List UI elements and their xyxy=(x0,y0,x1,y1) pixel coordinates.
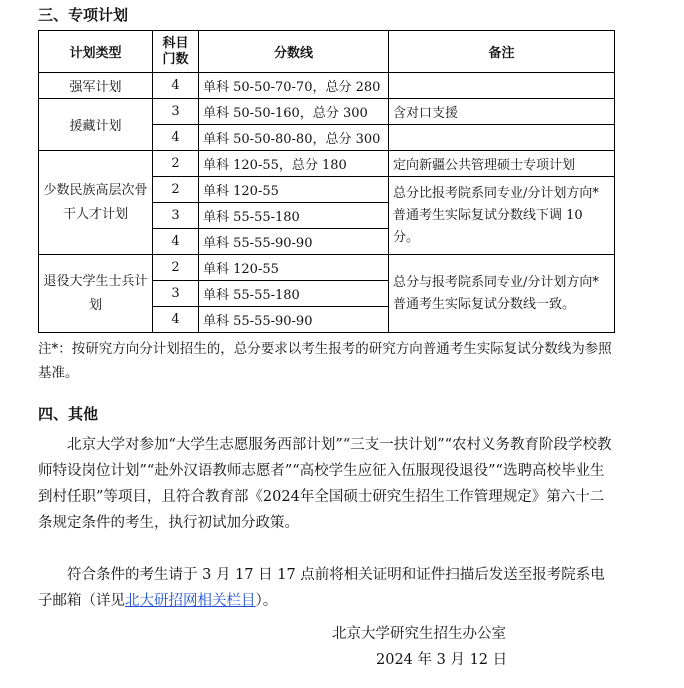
table-row xyxy=(39,99,615,125)
table-row xyxy=(39,255,615,281)
plan-type-cell: 少数民族高层次骨干人才计划 xyxy=(39,151,153,255)
remark-cell: 总分比报考院系同专业/分计划方向*普通考生实际复试分数线下调 10 分。 xyxy=(389,177,615,255)
subject-count-cell: 3 xyxy=(153,203,199,229)
admissions-site-link[interactable]: 北大研招网相关栏目 xyxy=(125,593,256,609)
col-header-remark: 备注 xyxy=(389,31,615,73)
submission-text: 符合条件的考生请于 3 月 17 日 17 点前将相关证明和证件扫描后发送至报考院系电子邮箱（详见 xyxy=(38,567,605,609)
col-header-plan-type: 计划类型 xyxy=(39,31,153,73)
signature-date: 2024 年 3 月 12 日 xyxy=(376,652,508,668)
remark-cell: 总分与报考院系同专业/分计划方向*普通考生实际复试分数线一致。 xyxy=(389,255,615,333)
section-4-title: 四、其他 xyxy=(38,405,99,423)
subject-count-cell: 2 xyxy=(153,151,199,177)
subject-count-cell: 4 xyxy=(153,73,199,99)
plan-type-cell: 强军计划 xyxy=(39,73,153,99)
score-cell: 单科 120-55 xyxy=(199,255,389,281)
subject-count-cell: 4 xyxy=(153,229,199,255)
section-3-title: 三、专项计划 xyxy=(38,6,129,24)
remark-cell: 含对口支援 xyxy=(389,99,615,125)
score-cell: 单科 55-55-90-90 xyxy=(199,307,389,333)
score-cell: 单科 55-55-180 xyxy=(199,281,389,307)
table-row xyxy=(39,73,615,99)
score-cell: 单科 50-50-70-70，总分 280 xyxy=(199,73,389,99)
remark-cell: 定向新疆公共管理硕士专项计划 xyxy=(389,151,615,177)
subject-count-cell: 3 xyxy=(153,99,199,125)
plan-type-cell: 退役大学生士兵计划 xyxy=(39,255,153,333)
subject-count-cell: 2 xyxy=(153,255,199,281)
score-cell: 单科 55-55-90-90 xyxy=(199,229,389,255)
remark-cell xyxy=(389,125,615,151)
col-header-subject-count: 科目 门数 xyxy=(153,31,199,73)
table-row xyxy=(39,151,615,177)
score-cell: 单科 50-50-160，总分 300 xyxy=(199,99,389,125)
subject-count-cell: 4 xyxy=(153,307,199,333)
subject-count-cell: 4 xyxy=(153,125,199,151)
col-header-score-line: 分数线 xyxy=(199,31,389,73)
table-footnote: 注*：按研究方向分计划招生的，总分要求以考生报考的研究方向普通考生实际复试分数线为参照基准。 xyxy=(38,341,612,381)
submission-text-end: ）。 xyxy=(255,593,278,609)
subject-count-cell: 3 xyxy=(153,281,199,307)
score-cell: 单科 50-50-80-80，总分 300 xyxy=(199,125,389,151)
special-plan-table xyxy=(38,30,615,333)
submission-paragraph xyxy=(38,562,618,614)
score-cell: 单科 55-55-180 xyxy=(199,203,389,229)
score-cell: 单科 120-55，总分 180 xyxy=(199,151,389,177)
signature-organization: 北京大学研究生招生办公室 xyxy=(332,626,506,642)
remark-cell xyxy=(389,73,615,99)
subject-count-cell: 2 xyxy=(153,177,199,203)
score-cell: 单科 120-55 xyxy=(199,177,389,203)
bonus-policy-paragraph: 北京大学对参加“大学生志愿服务西部计划”“三支一扶计划”“农村义务教育阶段学校教师特设岗位计划”“赴外汉语教师志愿者”“高校学生应征入伍服现役退役”“选聘高校毕业生到村任职”等项目，且符合教育部《2024年全国硕士研究生招生工作管理规定》第六十二条规定条件的考生，执行初试加分政策。 xyxy=(38,437,612,531)
plan-type-cell: 援藏计划 xyxy=(39,99,153,151)
